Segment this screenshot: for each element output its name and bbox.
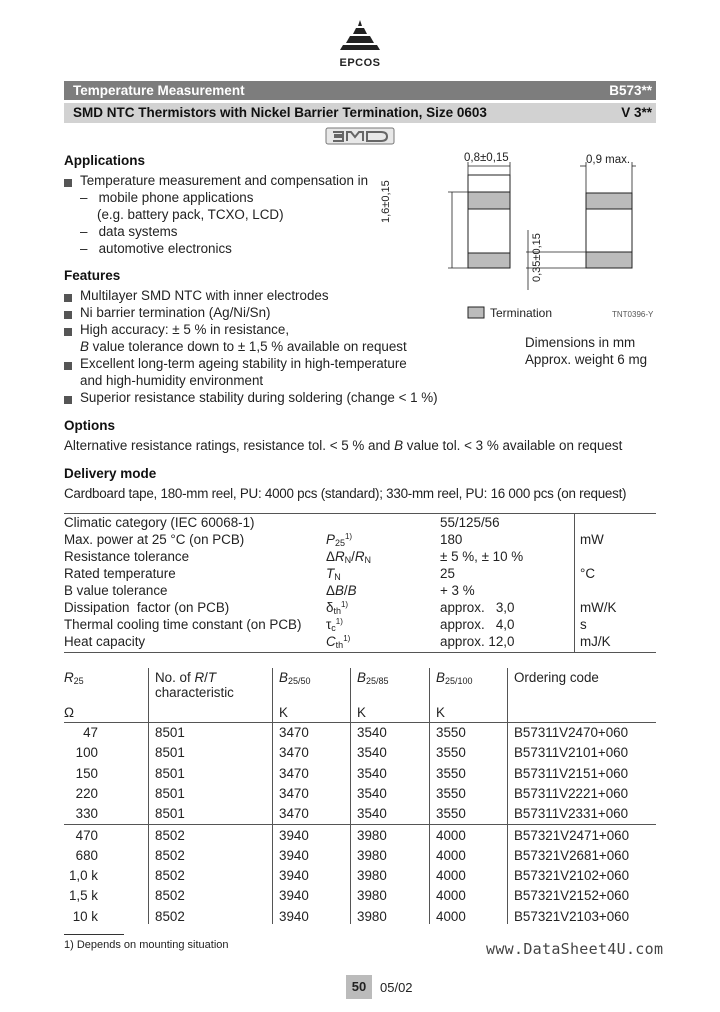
product-title: SMD NTC Thermistors with Nickel Barrier Termination, Size 0603 <box>73 105 487 120</box>
table-cell: 3940 <box>279 868 309 884</box>
r25-cell: 1,0 k <box>68 868 98 884</box>
app-sub-text: data systems <box>98 224 178 239</box>
table-group-rule <box>64 824 656 825</box>
table-cell: 3540 <box>357 785 387 801</box>
table-cell: 8501 <box>155 745 185 761</box>
weight-note: Approx. weight 6 mg <box>525 352 648 367</box>
r25-cell: 1,5 k <box>68 888 98 904</box>
spec-label: B value tolerance <box>64 583 168 598</box>
spec-unit: s <box>580 617 587 632</box>
dim-height <box>380 153 394 223</box>
b2585-header: $B_{25/85}$ <box>357 670 389 686</box>
header-bar-product <box>64 103 656 123</box>
applications-heading: Applications <box>64 153 146 168</box>
table-cell: 8501 <box>155 725 185 740</box>
col-divider <box>429 668 430 924</box>
table-cell: 8502 <box>155 847 185 863</box>
spec-label: Rated temperature <box>64 566 176 581</box>
spec-row <box>64 566 656 583</box>
spec-row <box>64 583 656 600</box>
unit-k: K <box>279 705 288 720</box>
spec-unit: °C <box>580 566 596 581</box>
b25100-header: $B_{25/100}$ <box>436 670 473 686</box>
spec-symbol: $\tau_c^{1)}$ <box>326 617 343 633</box>
options-section <box>64 418 115 433</box>
table-cell: 8502 <box>155 888 185 904</box>
app-sub-item: – automotive electronics <box>80 241 232 256</box>
table-cell: 3940 <box>279 827 309 843</box>
ordering-code-header: Ordering code <box>514 670 599 685</box>
spec-unit: mW <box>580 532 604 547</box>
bullet-icon <box>64 393 74 403</box>
feature-item: Ni barrier termination (Ag/Ni/Sn) <box>80 305 271 320</box>
r25-cell: 330 <box>75 806 98 822</box>
r25-cell: 220 <box>75 785 98 801</box>
table-cell: 4000 <box>436 908 466 924</box>
col-divider <box>350 668 351 924</box>
edition-date: 05/02 <box>380 980 413 995</box>
features-section <box>64 268 120 283</box>
ordering-code-cell: B57311V2101+060 <box>514 745 629 761</box>
spec-row <box>64 634 656 651</box>
legend-termination: Termination <box>490 306 553 320</box>
spec-label: Max. power at 25 °C (on PCB) <box>64 532 245 547</box>
epcos-logo <box>330 18 390 69</box>
app-sub-text: mobile phone applications <box>98 190 254 205</box>
table-cell: 3470 <box>279 745 309 761</box>
col-divider <box>272 668 273 924</box>
termination-swatch <box>468 307 484 318</box>
b2550-header: $B_{25/50}$ <box>279 670 311 686</box>
dim-termination-text: 0,35±0,15 <box>531 233 543 282</box>
feature-item: Multilayer SMD NTC with inner electrodes <box>80 288 329 303</box>
ordering-code-cell: B57311V2221+060 <box>514 785 629 801</box>
ordering-code-cell: B57311V2470+060 <box>514 725 629 740</box>
bullet-icon <box>64 325 74 335</box>
table-cell: 3540 <box>357 765 387 781</box>
table-cell: 3980 <box>357 888 387 904</box>
app-sub-item: – data systems <box>80 224 178 239</box>
r25-cell: 10 k <box>72 908 98 924</box>
spec-label: Climatic category (IEC 60068-1) <box>64 515 255 530</box>
table-cell: 3470 <box>279 725 309 740</box>
app-item: Temperature measurement and compensation in <box>80 173 369 188</box>
ordering-code-cell: B57321V2471+060 <box>514 827 630 843</box>
ordering-code-cell: B57321V2103+060 <box>514 908 630 924</box>
unit-ohm: Ω <box>64 705 75 720</box>
app-sub-text: (e.g. battery pack, TCXO, LCD) <box>97 207 284 222</box>
drawing-code: TNT0396-Y <box>612 310 654 319</box>
options-text-b: value tol. < 3 % available on request <box>406 438 623 453</box>
table-cell: 8501 <box>155 806 185 822</box>
ordering-code-cell: B57321V2681+060 <box>514 847 630 863</box>
col-divider <box>507 668 508 924</box>
version-code: V 3** <box>621 105 652 120</box>
table-cell: 4000 <box>436 827 466 843</box>
feature-item: High accuracy: ± 5 % in resistance, <box>80 322 290 337</box>
spec-symbol: $T_N$ <box>326 566 341 582</box>
spec-label: Heat capacity <box>64 634 146 649</box>
bullet-icon <box>64 176 74 186</box>
bullet-icon <box>64 291 74 301</box>
table-cell: 3540 <box>357 806 387 822</box>
table-cell: 8502 <box>155 827 185 843</box>
table-cell: 3550 <box>436 745 466 761</box>
feature-item: Superior resistance stability during soldering (change < 1 %) <box>80 390 438 405</box>
table-cell: 3470 <box>279 806 309 822</box>
spec-label: Thermal cooling time constant (on PCB) <box>64 617 302 632</box>
options-text-a: Alternative resistance ratings, resistance tol. < 5 % and <box>64 438 391 453</box>
delivery-section <box>64 466 156 481</box>
table-cell: 3550 <box>436 725 466 740</box>
footnote-rule <box>64 934 124 935</box>
table-cell: 3980 <box>357 908 387 924</box>
table-cell: 3550 <box>436 785 466 801</box>
table-cell: 3940 <box>279 888 309 904</box>
spec-unit: mJ/K <box>580 634 611 649</box>
table-cell: 3980 <box>357 868 387 884</box>
ordering-code-cell: B57311V2151+060 <box>514 765 629 781</box>
epcos-logo-icon <box>338 18 382 52</box>
r25-cell: 100 <box>75 745 98 761</box>
rt-header-line2: characteristic <box>155 685 234 700</box>
table-cell: 4000 <box>436 888 466 904</box>
r25-cell: 470 <box>75 827 98 843</box>
spec-symbol: $\Delta R_N/R_N$ <box>326 549 372 565</box>
feature-item-cont: B value tolerance down to ± 1,5 % available on request <box>80 339 407 354</box>
table-cell: 3980 <box>357 827 387 843</box>
header-bar-category <box>64 81 656 100</box>
smd-badge-icon <box>325 127 395 145</box>
delivery-heading: Delivery mode <box>64 466 157 481</box>
table-cell: 3980 <box>357 847 387 863</box>
table-cell: 3940 <box>279 908 309 924</box>
feature-item-cont: and high-humidity environment <box>80 373 264 388</box>
unit-k: K <box>436 705 445 720</box>
brand-name: EPCOS <box>339 57 381 69</box>
table-cell: 8501 <box>155 785 185 801</box>
spec-symbol: ΔB/B <box>326 583 357 598</box>
spec-unit: mW/K <box>580 600 617 615</box>
spec-row <box>64 549 656 566</box>
spec-row <box>64 600 656 617</box>
table-cell: 8502 <box>155 868 185 884</box>
spec-value: 55/125/56 <box>440 515 500 530</box>
spec-value: 180 <box>440 532 463 547</box>
table-cell: 3540 <box>357 745 387 761</box>
spec-value: + 3 % <box>440 583 475 598</box>
footnote: 1) Depends on mounting situation <box>64 939 229 951</box>
spec-symbol: $C_{th}^{1)}$ <box>326 634 351 650</box>
series-code: B573** <box>609 83 652 98</box>
delivery-text: Cardboard tape, 180-mm reel, PU: 4000 pcs (standard); 330-mm reel, PU: 16 000 pcs (on request) <box>64 486 627 501</box>
features-heading: Features <box>64 268 121 283</box>
spec-row <box>64 515 656 532</box>
category-title: Temperature Measurement <box>73 83 245 98</box>
dim-thickness: 0,9 max. <box>586 154 631 166</box>
app-sub-item: – mobile phone applications <box>80 190 254 205</box>
unit-k: K <box>357 705 366 720</box>
spec-symbol: $P_{25}^{1)}$ <box>326 532 353 548</box>
spec-value: 25 <box>440 566 455 581</box>
table-cell: 8502 <box>155 908 185 924</box>
r25-cell: 150 <box>75 765 98 781</box>
spec-value: approx. 4,0 <box>440 617 515 632</box>
dim-width: 0,8±0,15 <box>464 152 509 164</box>
table-cell: 4000 <box>436 847 466 863</box>
table-cell: 3540 <box>357 725 387 740</box>
r25-cell: 47 <box>83 725 98 740</box>
spec-value: approx. 12,0 <box>440 634 515 649</box>
app-sub-text: automotive electronics <box>98 241 232 256</box>
ordering-code-cell: B57311V2331+060 <box>514 806 629 822</box>
spec-value: ± 5 %, ± 10 % <box>440 549 524 564</box>
options-text: Alternative resistance ratings, resistance tol. < 5 % and B value tol. < 3 % available on request <box>64 438 623 453</box>
spec-label: Resistance tolerance <box>64 549 190 564</box>
dim-termination <box>479 192 493 262</box>
rt-header: No. of R/T characteristic <box>155 670 234 700</box>
ordering-code-cell: B57321V2102+060 <box>514 868 630 884</box>
table-cell: 3470 <box>279 765 309 781</box>
table-cell: 4000 <box>436 868 466 884</box>
ordering-code-cell: B57321V2152+060 <box>514 888 630 904</box>
spec-symbol: $\delta_{th}^{1)}$ <box>326 600 349 616</box>
spec-row <box>64 617 656 634</box>
spec-row <box>64 532 656 549</box>
bullet-icon <box>64 359 74 369</box>
table-cell: 3550 <box>436 765 466 781</box>
r25-header: $R_{25}$ <box>64 670 84 686</box>
table-cell: 3940 <box>279 847 309 863</box>
page-number: 50 <box>346 975 372 999</box>
table-cell: 8501 <box>155 765 185 781</box>
watermark: www.DataSheet4U.com <box>486 940 664 958</box>
dim-height-text: 1,6±0,15 <box>380 180 392 223</box>
spec-value: approx. 3,0 <box>440 600 515 615</box>
feature-item: Excellent long-term ageing stability in high-temperature <box>80 356 407 371</box>
table-header-rule <box>64 722 656 723</box>
spec-label: Dissipation factor (on PCB) <box>64 600 230 615</box>
col-divider <box>148 668 149 924</box>
r25-cell: 680 <box>75 847 98 863</box>
dim-note: Dimensions in mm <box>525 335 636 350</box>
applications-section <box>64 153 145 168</box>
table-cell: 3550 <box>436 806 466 822</box>
spec-top-rule <box>64 513 656 514</box>
options-heading: Options <box>64 418 115 433</box>
bullet-icon <box>64 308 74 318</box>
table-cell: 3470 <box>279 785 309 801</box>
feature-text: value tolerance down to ± 1,5 % available on request <box>92 339 407 354</box>
spec-bottom-rule <box>64 652 656 653</box>
